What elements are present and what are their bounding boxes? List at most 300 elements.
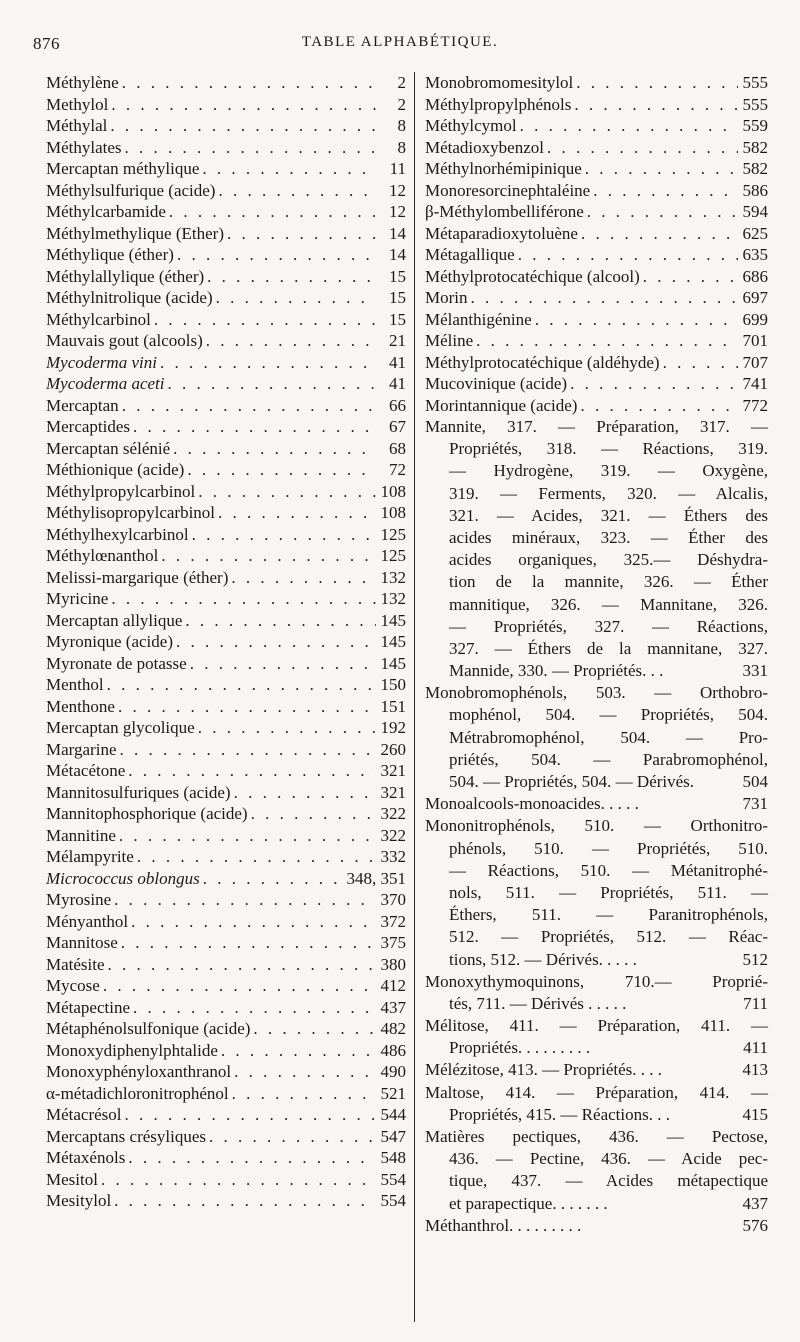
index-entry-page: 544 [380, 1105, 406, 1124]
index-entry [46, 438, 406, 460]
index-entry-page: 68 [389, 438, 406, 458]
index-block-text: nols, 511. — Propriétés, 511. — [449, 882, 768, 902]
dot-leader [582, 158, 738, 180]
index-entry [46, 524, 406, 546]
index-block-page: 415 [742, 1104, 768, 1124]
dot-leader [204, 266, 376, 288]
index-entry-page: 635 [742, 245, 768, 264]
index-block-text: — Hydrogène, 319. — Oxygène, [449, 461, 768, 481]
index-entry-term: Méthionique (acide) [46, 460, 185, 479]
index-block-line [425, 749, 768, 771]
index-entry [46, 459, 406, 481]
index-block-text: acides organiques, 325.— Déshydra- [449, 550, 768, 570]
dot-leader [98, 1169, 376, 1191]
index-entry-page: 586 [742, 180, 768, 200]
index-entry-term: Mercaptan méthylique [46, 159, 200, 178]
index-entry-page: 380 [380, 954, 406, 974]
dot-leader [248, 803, 376, 825]
index-block-text: acides minéraux, 323. — Éther des [449, 527, 768, 547]
index-entry-page: 11 [389, 159, 406, 178]
index-entry [46, 1126, 406, 1148]
index-entry [46, 889, 406, 911]
index-entry-page: 701 [742, 331, 768, 350]
index-entry [46, 1190, 406, 1212]
index-entry-term: β-Méthylombelliférone [425, 202, 584, 221]
index-entry [46, 588, 406, 610]
page-header [0, 34, 800, 58]
index-entry-page: 151 [380, 696, 406, 716]
dot-leader [660, 352, 738, 374]
index-block-text: 512. — Propriétés, 512. — Réac- [449, 927, 768, 947]
index-entry [425, 201, 768, 223]
index-block-line [425, 1215, 768, 1237]
dot-leader [218, 1040, 376, 1062]
index-block-line [425, 416, 768, 438]
index-entry-term: Mercaptan glycolique [46, 718, 195, 737]
index-block-text: Monoxythymoquinons, 710.— Proprié- [425, 971, 768, 991]
index-entry [46, 545, 406, 567]
dot-leader [229, 1083, 376, 1105]
index-entry [46, 180, 406, 202]
index-entry-page: 66 [389, 395, 406, 415]
index-entry [46, 1169, 406, 1191]
index-entry-term: Methylol [46, 94, 109, 114]
index-block [425, 1082, 768, 1126]
index-entry-page: 741 [742, 374, 768, 393]
index-entry-page: 707 [742, 352, 768, 372]
index-block-line [425, 727, 768, 749]
index-block-text: 319. — Ferments, 320. — Alcalis, [449, 483, 768, 503]
index-entry-term: Méthylnitrolique (acide) [46, 288, 213, 307]
dot-leader [116, 825, 376, 847]
index-entry-page: 15 [389, 309, 406, 329]
dot-leader [228, 567, 376, 589]
index-entry-page: 72 [389, 460, 406, 479]
index-block-line [425, 505, 768, 527]
index-entry [46, 1040, 406, 1062]
index-entry [46, 975, 406, 997]
dot-leader [517, 115, 738, 137]
index-block-line [425, 904, 768, 926]
dot-leader [544, 137, 738, 159]
index-entry-term: Méthylcarbinol [46, 309, 151, 329]
index-entry-page: 15 [389, 266, 406, 286]
dot-leader [118, 932, 376, 954]
dot-leader [195, 717, 376, 739]
index-entry-page: 132 [380, 567, 406, 587]
index-entry-page: 321 [380, 782, 406, 802]
dot-leader [170, 438, 376, 460]
dot-leader [182, 610, 376, 632]
dot-leader [195, 481, 376, 503]
dot-leader [117, 739, 377, 761]
dot-leader [473, 330, 738, 352]
index-entry-page: 260 [380, 739, 406, 759]
index-entry-term: Mélampyrite [46, 847, 134, 866]
index-block-line [425, 1148, 768, 1170]
index-entry [425, 94, 768, 116]
index-entry-page: 12 [389, 202, 406, 221]
index-entry-term: Métaphénolsulfonique (acide) [46, 1019, 251, 1038]
running-title: TABLE ALPHABÉTIQUE. [301, 34, 499, 50]
dot-leader [532, 309, 738, 331]
index-block-text: 504. — Propriétés, 504. — Dérivés. [449, 772, 695, 791]
column-divider [414, 72, 415, 1322]
index-block-page: 437 [742, 1193, 768, 1213]
index-block-line [425, 1170, 768, 1192]
index-entry-page: 437 [380, 997, 406, 1017]
dot-leader [215, 502, 376, 524]
dot-leader [203, 330, 376, 352]
index-entry [46, 330, 406, 352]
index-block-text: 327. — Éthers de la mannitane, 327. [449, 638, 768, 658]
index-entry [425, 373, 768, 395]
dot-leader [640, 266, 738, 288]
dot-leader [577, 395, 738, 417]
index-entry [46, 352, 406, 374]
index-entry-page: 370 [380, 890, 406, 909]
index-block-line [425, 1015, 768, 1037]
index-entry [425, 395, 768, 417]
index-entry-term: Mycoderma vini [46, 352, 157, 372]
index-entry [46, 201, 406, 223]
index-entry-page: 548 [380, 1148, 406, 1167]
index-entry-term: Mesitol [46, 1169, 98, 1189]
index-entry-term: Mannitosulfuriques (acide) [46, 782, 231, 802]
dot-leader [231, 1061, 376, 1083]
index-entry-term: Métacrésol [46, 1105, 122, 1124]
index-entry [425, 137, 768, 159]
index-entry-page: 2 [397, 94, 406, 114]
index-block-line [425, 971, 768, 993]
index-block-line [425, 1126, 768, 1148]
dot-leader [250, 1018, 376, 1040]
index-entry-page: 582 [742, 137, 768, 157]
index-entry-term: Méthylhexylcarbinol [46, 524, 189, 544]
index-entry-term: Métapectine [46, 997, 131, 1017]
index-block-text: 321. — Acides, 321. — Éthers des [449, 505, 768, 525]
dot-leader [573, 72, 738, 94]
index-entry [46, 287, 406, 309]
dot-leader [578, 223, 738, 245]
index-entry [425, 309, 768, 331]
index-column-left [46, 72, 406, 1212]
index-entry [46, 115, 406, 137]
index-entry-term: Métadioxybenzol [425, 137, 544, 157]
index-block [425, 815, 768, 970]
index-block-text: et parapectique. . . . . . . [449, 1193, 608, 1213]
index-entry-page: 555 [742, 94, 768, 114]
index-entry-term: Mesitylol [46, 1191, 112, 1210]
index-entry [425, 330, 768, 352]
dot-leader [571, 94, 738, 116]
index-entry-page: 594 [742, 202, 768, 221]
index-block-line [425, 1193, 768, 1215]
index-block-line [425, 682, 768, 704]
index-entry-term: Morin [425, 288, 468, 307]
dot-leader [174, 244, 376, 266]
index-entry-page: 125 [380, 546, 406, 565]
index-entry [46, 610, 406, 632]
index-entry-page: 772 [742, 395, 768, 415]
index-entry [425, 266, 768, 288]
index-block-text: priétés, 504. — Parabromophénol, [449, 749, 768, 769]
index-entry-page: 150 [380, 675, 406, 694]
index-block-text: — Réactions, 510. — Métanitrophé- [449, 860, 768, 880]
dot-leader [111, 1190, 376, 1212]
index-entry-term: Matésite [46, 954, 105, 974]
dot-leader [199, 158, 376, 180]
index-block-line [425, 882, 768, 904]
index-block-line [425, 815, 768, 837]
index-block-text: Propriétés, 415. — Réactions. . . [449, 1104, 670, 1124]
index-entry-term: Menthol [46, 675, 104, 694]
index-entry [46, 717, 406, 739]
index-entry [46, 739, 406, 761]
index-entry-page: 372 [380, 911, 406, 931]
index-entry [425, 223, 768, 245]
dot-leader [164, 373, 376, 395]
index-block-text: Propriétés, 318. — Réactions, 319. [449, 439, 768, 459]
index-entry-page: 145 [380, 632, 406, 651]
index-entry-page: 125 [380, 524, 406, 544]
index-block-page: 413 [742, 1060, 768, 1080]
dot-leader [104, 674, 376, 696]
index-entry-term: Méthylsulfurique (acide) [46, 180, 216, 200]
index-entry [46, 309, 406, 331]
index-entry-page: 8 [397, 137, 406, 157]
index-entry-term: Mycoderma aceti [46, 374, 165, 393]
dot-leader [108, 588, 376, 610]
index-block-line [425, 438, 768, 460]
index-block [425, 1126, 768, 1215]
dot-leader [157, 352, 376, 374]
index-block-line [425, 993, 768, 1015]
index-entry-page: 554 [380, 1169, 406, 1189]
index-block [425, 793, 768, 815]
dot-leader [130, 997, 376, 1019]
index-block-text: Mannide, 330. — Propriétés. . . [449, 661, 664, 681]
index-entry-term: Margarine [46, 739, 117, 759]
index-entry [425, 72, 768, 94]
index-entry-term: Métaparadioxytoluène [425, 223, 578, 243]
dot-leader [107, 115, 376, 137]
dot-leader [231, 782, 376, 804]
index-block-line [425, 594, 768, 616]
index-block-line [425, 616, 768, 638]
index-entry [46, 395, 406, 417]
index-entry [425, 180, 768, 202]
index-entry [46, 631, 406, 653]
index-block-text: Monoalcools-monoacides. . . . . [425, 794, 639, 814]
index-entry-term: Méthylœnanthol [46, 546, 159, 565]
dot-leader [119, 72, 376, 94]
index-entry-term: Méthylmethylique (Ether) [46, 223, 224, 243]
index-entry-term: Méthylcymol [425, 116, 517, 135]
index-entry-term: Méthylpropylcarbinol [46, 481, 196, 501]
index-entry [46, 782, 406, 804]
index-entry-page: 192 [380, 718, 406, 737]
dot-leader [590, 180, 738, 202]
dot-leader [111, 889, 376, 911]
index-entry [46, 868, 406, 890]
index-block-text: Propriétés. . . . . . . . . [449, 1038, 591, 1058]
index-entry-term: Méline [425, 331, 474, 350]
index-entry [46, 1018, 406, 1040]
index-block-text: Mononitrophénols, 510. — Orthonitro- [425, 816, 768, 836]
dot-leader [567, 373, 738, 395]
index-block-page: 504 [742, 772, 768, 791]
index-block-line [425, 638, 768, 660]
index-entry-term: Morintannique (acide) [425, 395, 578, 415]
index-entry [46, 1147, 406, 1169]
index-block [425, 1015, 768, 1059]
index-entry [46, 94, 406, 116]
index-entry-page: 14 [389, 223, 406, 243]
index-entry-term: Micrococcus oblongus [46, 868, 200, 888]
index-entry [46, 1083, 406, 1105]
index-entry-term: Mercaptides [46, 417, 131, 436]
index-block-page: 512 [742, 949, 768, 969]
index-entry-page: 132 [380, 589, 406, 608]
index-block-text: tique, 437. — Acides métapectique [449, 1171, 768, 1191]
index-entry-term: Monoresorcinephtaléine [425, 180, 591, 200]
index-entry-page: 486 [380, 1040, 406, 1060]
index-entry-page: 322 [380, 804, 406, 823]
index-block-text: Méthanthrol. . . . . . . . . [425, 1215, 582, 1235]
dot-leader [125, 1147, 376, 1169]
index-entry [46, 416, 406, 438]
index-entry-term: Méthylallylique (éther) [46, 266, 205, 286]
index-entry-term: α-métadichloronitrophénol [46, 1083, 229, 1103]
index-entry-page: 8 [397, 116, 406, 135]
dot-leader [122, 137, 376, 159]
index-block-line [425, 949, 768, 971]
index-entry-term: Monoxydiphenylphtalide [46, 1040, 218, 1060]
dot-leader [200, 868, 347, 890]
index-entry [46, 825, 406, 847]
index-entry-term: Mannitophosphorique (acide) [46, 804, 248, 823]
dot-leader [134, 846, 376, 868]
index-entry-page: 348, 351 [346, 868, 406, 888]
index-entry-term: Métacétone [46, 761, 126, 780]
index-entry-term: Mercaptans crésyliques [46, 1126, 207, 1146]
index-entry [46, 244, 406, 266]
index-entry-term: Méthylcarbamide [46, 202, 166, 221]
index-entry [46, 653, 406, 675]
dot-leader [189, 524, 376, 546]
index-entry-term: Monoxyphényloxanthranol [46, 1062, 232, 1081]
index-block-text: Mélitose, 411. — Préparation, 411. — [425, 1016, 768, 1036]
dot-leader [166, 201, 376, 223]
index-block-page: 331 [742, 661, 768, 681]
dot-leader [108, 94, 376, 116]
index-block-line [425, 1104, 768, 1126]
index-entry-page: 21 [389, 331, 406, 350]
index-entry-term: Ményanthol [46, 911, 129, 931]
index-entry-page: 412 [380, 976, 406, 995]
index-entry-term: Méthylal [46, 116, 108, 135]
index-block-text: Métrabromophénol, 504. — Pro- [449, 727, 768, 747]
dot-leader [213, 287, 376, 309]
index-block-line [425, 838, 768, 860]
dot-leader [584, 201, 738, 223]
dot-leader [224, 223, 376, 245]
index-entry-term: Méthylisopropylcarbinol [46, 503, 216, 522]
index-entry [46, 1061, 406, 1083]
index-entry-term: Métagallique [425, 245, 515, 264]
index-entry [46, 932, 406, 954]
index-entry-page: 67 [389, 417, 406, 436]
index-block-text: mannitique, 326. — Mannitane, 326. [449, 594, 768, 614]
index-entry-term: Myronate de potasse [46, 653, 187, 673]
index-entry [46, 266, 406, 288]
index-block [425, 1059, 768, 1081]
index-entry-page: 145 [380, 653, 406, 673]
index-entry-page: 332 [380, 847, 406, 866]
index-entry-page: 555 [742, 73, 768, 92]
index-entry [46, 954, 406, 976]
index-block-line [425, 926, 768, 948]
dot-leader [184, 459, 376, 481]
index-entry-term: Méthylprotocatéchique (alcool) [425, 266, 640, 286]
index-entry-term: Mannitine [46, 825, 116, 845]
index-block-line [425, 571, 768, 593]
index-entry-page: 14 [389, 245, 406, 264]
index-entry-page: 699 [742, 309, 768, 329]
index-entry-term: Myrosine [46, 890, 112, 909]
index-entry [46, 158, 406, 180]
index-entry [425, 287, 768, 309]
index-block [425, 1215, 768, 1237]
index-block-line [425, 1082, 768, 1104]
index-block-line [425, 704, 768, 726]
index-block-text: Maltose, 414. — Préparation, 414. — [425, 1082, 768, 1102]
index-entry [46, 373, 406, 395]
index-entry-term: Melissi-margarique (éther) [46, 567, 229, 587]
index-block-text: 436. — Pectine, 436. — Acide pec- [449, 1149, 768, 1169]
index-entry [46, 72, 406, 94]
index-block-line [425, 860, 768, 882]
index-entry-term: Mercaptan allylique [46, 610, 183, 630]
dot-leader [115, 696, 376, 718]
index-entry-term: Myricine [46, 589, 109, 608]
index-entry-term: Méthylates [46, 137, 122, 157]
index-block-text: Mannite, 317. — Préparation, 317. — [425, 417, 768, 436]
index-entry [46, 502, 406, 524]
dot-leader [187, 653, 376, 675]
index-entry [425, 352, 768, 374]
index-entry-page: 697 [742, 288, 768, 307]
dot-leader [515, 244, 738, 266]
index-entry [46, 223, 406, 245]
index-entry [425, 244, 768, 266]
index-entry-term: Menthone [46, 696, 115, 716]
index-entry-term: Mercaptan [46, 395, 119, 415]
index-block [425, 971, 768, 1015]
index-entry-term: Mucovinique (acide) [425, 374, 568, 393]
index-block-line [425, 660, 768, 682]
index-block-text: Éthers, 511. — Paranitrophénols, [449, 905, 768, 925]
index-block-text: mophénol, 504. — Propriétés, 504. [449, 705, 768, 725]
dot-leader [128, 911, 376, 933]
index-entry [46, 674, 406, 696]
index-block-text: tion de la mannite, 326. — Éther [449, 572, 768, 592]
index-block-text: Mélézitose, 413. — Propriétés. . . . [425, 1060, 663, 1080]
dot-leader [125, 760, 376, 782]
dot-leader [215, 180, 376, 202]
index-entry-page: 15 [389, 288, 406, 307]
